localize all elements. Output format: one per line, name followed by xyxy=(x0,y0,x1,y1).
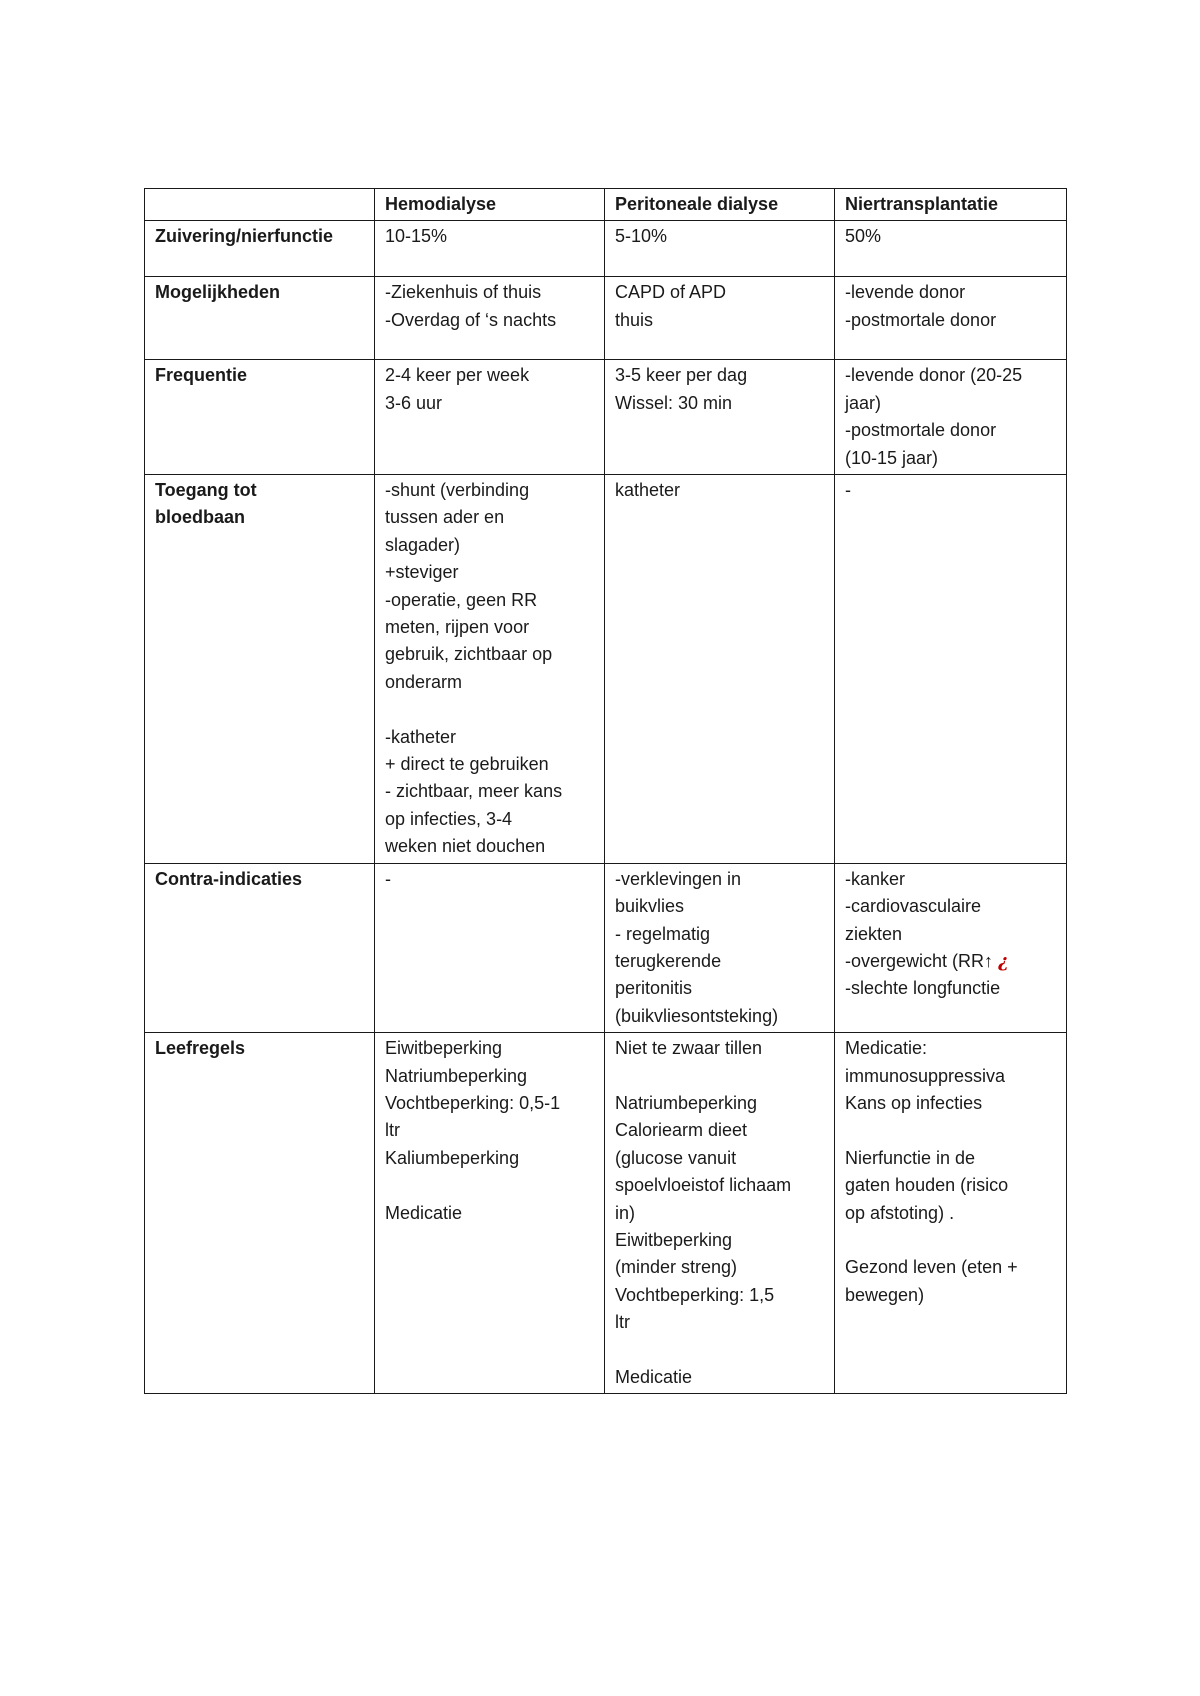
error-mark-icon: ¿ xyxy=(998,950,1009,972)
cell-peritoneale: Niet te zwaar tillen Natriumbeperking Caloriearm dieet (glucose vanuit spoelvloeistof lichaam in) Eiwitbeperking (minder streng) Vochtbeperking: 1,5 ltr Medicatie xyxy=(605,1033,835,1394)
table-row xyxy=(145,277,1067,360)
cell-hemodialyse: - xyxy=(375,863,605,1032)
row-label-leefregels: Leefregels xyxy=(145,1033,375,1394)
table-row xyxy=(145,863,1067,1032)
cell-transplantatie: -kanker -cardiovasculaire ziekten -overgewicht (RR↑ ¿ -slechte longfunctie xyxy=(835,863,1067,1032)
row-label-mogelijkheden: Mogelijkheden xyxy=(145,277,375,360)
cell-hemodialyse: -Ziekenhuis of thuis -Overdag of ‘s nachts xyxy=(375,277,605,360)
header-peritoneale-dialyse: Peritoneale dialyse xyxy=(605,189,835,221)
cell-peritoneale: 3-5 keer per dag Wissel: 30 min xyxy=(605,360,835,475)
cell-transplantatie: -levende donor -postmortale donor xyxy=(835,277,1067,360)
header-niertransplantatie: Niertransplantatie xyxy=(835,189,1067,221)
header-empty-cell xyxy=(145,189,375,221)
table-row xyxy=(145,1033,1067,1394)
cell-hemodialyse: 2-4 keer per week 3-6 uur xyxy=(375,360,605,475)
cell-peritoneale: 5-10% xyxy=(605,221,835,277)
row-label-toegang: Toegang tot bloedbaan xyxy=(145,475,375,864)
cell-transplantatie: 50% xyxy=(835,221,1067,277)
cell-transplantatie: -levende donor (20-25 jaar) -postmortale donor (10-15 jaar) xyxy=(835,360,1067,475)
row-label-frequentie: Frequentie xyxy=(145,360,375,475)
cell-hemodialyse: Eiwitbeperking Natriumbeperking Vochtbeperking: 0,5-1 ltr Kaliumbeperking Medicatie xyxy=(375,1033,605,1394)
row-label-contra-indicaties: Contra-indicaties xyxy=(145,863,375,1032)
row-label-zuivering: Zuivering/nierfunctie xyxy=(145,221,375,277)
cell-transplantatie: Medicatie: immunosuppressiva Kans op infecties Nierfunctie in de gaten houden (risico op afstoting) . Gezond leven (eten + bewegen) xyxy=(835,1033,1067,1394)
cell-hemodialyse: -shunt (verbinding tussen ader en slagader) +steviger -operatie, geen RR meten, rijpen voor gebruik, zichtbaar op onderarm -katheter + direct te gebruiken - zichtbaar, meer kans op infecties, 3-4 weken niet douchen xyxy=(375,475,605,864)
cell-peritoneale: CAPD of APD thuis xyxy=(605,277,835,360)
cell-hemodialyse: 10-15% xyxy=(375,221,605,277)
table-header-row xyxy=(145,189,1067,221)
cell-peritoneale: katheter xyxy=(605,475,835,864)
cell-peritoneale: -verklevingen in buikvlies - regelmatig terugkerende peritonitis (buikvliesontsteking) xyxy=(605,863,835,1032)
header-hemodialyse: Hemodialyse xyxy=(375,189,605,221)
table-row xyxy=(145,221,1067,277)
comparison-table xyxy=(144,188,1067,1394)
table-row xyxy=(145,475,1067,864)
overgewicht-line: -overgewicht (RR↑ ¿ xyxy=(845,950,1009,972)
cell-transplantatie: - xyxy=(835,475,1067,864)
table-row xyxy=(145,360,1067,475)
